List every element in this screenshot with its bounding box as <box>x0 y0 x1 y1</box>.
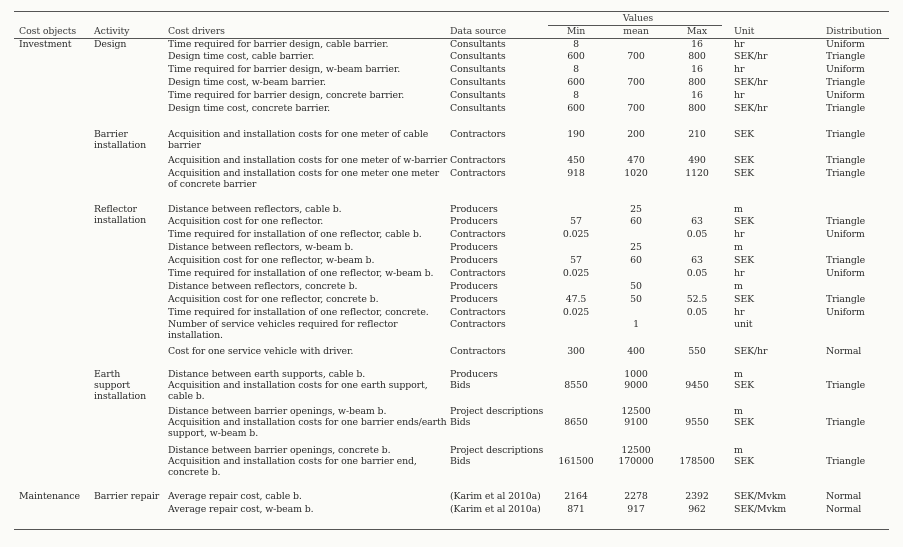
cell-cost-driver: Distance between reflectors, w-beam b. <box>168 242 354 253</box>
cell-min: 8 <box>573 90 579 101</box>
cell-cost-driver-line2: support, w-beam b. <box>168 428 259 439</box>
cell-activity: Barrier repair <box>94 491 160 502</box>
cell-max: 9550 <box>685 417 709 428</box>
cell-unit: SEK/Mvkm <box>734 504 787 515</box>
cell-data-source: Producers <box>450 204 498 215</box>
cell-max: 9450 <box>685 380 709 391</box>
cell-mean: 50 <box>630 281 642 292</box>
cell-data-source: Consultants <box>450 77 506 88</box>
cell-mean: 1 <box>633 319 639 330</box>
header-distribution: Distribution <box>826 26 882 37</box>
cell-max: 16 <box>691 39 703 50</box>
cell-mean: 25 <box>630 204 642 215</box>
cell-mean: 2278 <box>624 491 648 502</box>
cell-mean: 1000 <box>624 369 648 380</box>
cell-distribution: Triangle <box>826 155 866 166</box>
cell-max: 962 <box>688 504 706 515</box>
cell-max: 52.5 <box>686 294 708 305</box>
cell-cost-driver: Time required for installation of one reflector, cable b. <box>168 229 422 240</box>
cell-mean: 9100 <box>624 417 648 428</box>
cell-mean: 12500 <box>621 445 651 456</box>
cell-distribution: Uniform <box>826 39 865 50</box>
header-activity: Activity <box>94 26 130 37</box>
cell-min: 161500 <box>558 456 594 467</box>
cell-max: 0.05 <box>686 307 708 318</box>
cell-cost-driver: Number of service vehicles required for reflector <box>168 319 398 330</box>
cell-activity: Barrier <box>94 129 128 140</box>
cell-cost-driver: Acquisition and installation costs for one meter one meter <box>168 168 440 179</box>
cell-distribution: Normal <box>826 346 862 357</box>
cell-data-source: Producers <box>450 369 498 380</box>
cell-unit: unit <box>734 319 753 330</box>
cell-unit: SEK <box>734 155 754 166</box>
cell-max: 490 <box>688 155 706 166</box>
cell-distribution: Triangle <box>826 294 866 305</box>
cell-cost-driver: Time required for barrier design, w-beam barrier. <box>168 64 401 75</box>
cell-min: 8 <box>573 39 579 50</box>
cell-unit: SEK <box>734 216 754 227</box>
cell-data-source: Contractors <box>450 168 506 179</box>
cell-cost-driver: Acquisition and installation costs for one barrier ends/earth <box>168 417 447 428</box>
cell-unit: hr <box>734 307 745 318</box>
cell-cost-driver: Time required for barrier design, concrete barrier. <box>168 90 405 101</box>
cell-cost-object: Maintenance <box>19 491 80 502</box>
cell-data-source: Contractors <box>450 129 506 140</box>
cell-distribution: Normal <box>826 504 862 515</box>
cell-data-source: Contractors <box>450 155 506 166</box>
cell-min: 871 <box>567 504 585 515</box>
cell-data-source: Bids <box>450 380 471 391</box>
cell-mean: 25 <box>630 242 642 253</box>
cell-cost-driver: Time required for installation of one reflector, concrete. <box>168 307 429 318</box>
cell-mean: 200 <box>627 129 645 140</box>
cell-cost-driver: Design time cost, w-beam barrier. <box>168 77 326 88</box>
cell-data-source: Consultants <box>450 51 506 62</box>
cell-data-source: Contractors <box>450 346 506 357</box>
cell-distribution: Triangle <box>826 77 866 88</box>
cell-distribution: Uniform <box>826 307 865 318</box>
cell-cost-driver: Average repair cost, w-beam b. <box>168 504 314 515</box>
cell-data-source: Contractors <box>450 268 506 279</box>
header-mean: mean <box>623 26 649 37</box>
cell-data-source: Contractors <box>450 307 506 318</box>
bottom-rule <box>14 529 889 530</box>
cell-cost-driver: Cost for one service vehicle with driver. <box>168 346 354 357</box>
cell-mean: 470 <box>627 155 645 166</box>
cell-distribution: Uniform <box>826 268 865 279</box>
cell-min: 190 <box>567 129 585 140</box>
cell-distribution: Triangle <box>826 417 866 428</box>
cell-max: 800 <box>688 77 706 88</box>
header-data-source: Data source <box>450 26 507 37</box>
cell-min: 57 <box>570 216 582 227</box>
cell-unit: SEK/hr <box>734 77 768 88</box>
cell-cost-driver: Acquisition cost for one reflector. <box>168 216 324 227</box>
cell-unit: SEK/hr <box>734 103 768 114</box>
cell-distribution: Triangle <box>826 51 866 62</box>
cell-mean: 60 <box>630 255 642 266</box>
cell-unit: m <box>734 242 743 253</box>
cell-max: 1120 <box>685 168 709 179</box>
cell-cost-driver: Time required for barrier design, cable barrier. <box>168 39 389 50</box>
cell-max: 16 <box>691 90 703 101</box>
cell-unit: SEK <box>734 294 754 305</box>
cell-data-source: Producers <box>450 281 498 292</box>
cell-max: 178500 <box>679 456 715 467</box>
cell-unit: hr <box>734 39 745 50</box>
cell-data-source: Producers <box>450 216 498 227</box>
cell-min: 8650 <box>564 417 588 428</box>
cell-min: 47.5 <box>565 294 587 305</box>
header-cost-drivers: Cost drivers <box>168 26 225 37</box>
cell-activity: Reflector <box>94 204 137 215</box>
cell-max: 2392 <box>685 491 709 502</box>
cell-data-source: (Karim et al 2010a) <box>450 491 541 502</box>
cell-unit: SEK/hr <box>734 51 768 62</box>
cell-min: 8550 <box>564 380 588 391</box>
cell-min: 0.025 <box>562 268 590 279</box>
cell-unit: hr <box>734 229 745 240</box>
cell-cost-driver: Distance between reflectors, cable b. <box>168 204 342 215</box>
cell-max: 800 <box>688 51 706 62</box>
cell-data-source: (Karim et al 2010a) <box>450 504 541 515</box>
cell-min: 450 <box>567 155 585 166</box>
cell-cost-driver: Average repair cost, cable b. <box>168 491 302 502</box>
cell-activity-line2: installation <box>94 215 147 226</box>
cell-mean: 60 <box>630 216 642 227</box>
cell-data-source: Bids <box>450 456 471 467</box>
cell-data-source: Project descriptions <box>450 406 544 417</box>
cell-min: 600 <box>567 103 585 114</box>
cell-unit: m <box>734 204 743 215</box>
cell-mean: 50 <box>630 294 642 305</box>
cell-distribution: Triangle <box>826 129 866 140</box>
cell-max: 550 <box>688 346 706 357</box>
cell-data-source: Consultants <box>450 90 506 101</box>
cell-activity: Earth <box>94 369 121 380</box>
cell-data-source: Consultants <box>450 39 506 50</box>
cell-max: 0.05 <box>686 268 708 279</box>
cell-unit: hr <box>734 64 745 75</box>
cell-cost-driver-line2: concrete b. <box>168 467 221 478</box>
cell-unit: SEK <box>734 456 754 467</box>
cell-max: 210 <box>688 129 706 140</box>
header-max: Max <box>686 26 708 37</box>
cell-cost-driver: Design time cost, concrete barrier. <box>168 103 331 114</box>
cell-min: 0.025 <box>562 229 590 240</box>
cell-data-source: Consultants <box>450 64 506 75</box>
cell-distribution: Normal <box>826 491 862 502</box>
cell-cost-driver: Distance between earth supports, cable b. <box>168 369 366 380</box>
header-min: Min <box>566 26 586 37</box>
cell-mean: 700 <box>627 103 645 114</box>
cell-unit: hr <box>734 268 745 279</box>
cell-cost-driver: Acquisition cost for one reflector, w-beam b. <box>168 255 375 266</box>
cell-activity-line3: installation <box>94 391 147 402</box>
cell-unit: m <box>734 369 743 380</box>
cell-min: 0.025 <box>562 307 590 318</box>
cell-max: 16 <box>691 64 703 75</box>
cell-min: 300 <box>567 346 585 357</box>
cell-cost-driver: Distance between barrier openings, concrete b. <box>168 445 391 456</box>
cell-cost-driver: Distance between reflectors, concrete b. <box>168 281 358 292</box>
cell-min: 600 <box>567 77 585 88</box>
cell-unit: SEK/Mvkm <box>734 491 787 502</box>
cell-min: 8 <box>573 64 579 75</box>
cell-min: 2164 <box>564 491 588 502</box>
cell-activity-line2: installation <box>94 140 147 151</box>
cell-min: 57 <box>570 255 582 266</box>
cell-max: 63 <box>691 216 703 227</box>
cell-unit: hr <box>734 90 745 101</box>
cell-max: 800 <box>688 103 706 114</box>
cell-data-source: Contractors <box>450 229 506 240</box>
cell-unit: SEK/hr <box>734 346 768 357</box>
cell-unit: m <box>734 445 743 456</box>
cell-data-source: Producers <box>450 242 498 253</box>
cell-unit: SEK <box>734 168 754 179</box>
cell-cost-driver-line2: cable b. <box>168 391 205 402</box>
cell-distribution: Triangle <box>826 380 866 391</box>
cell-mean: 9000 <box>624 380 648 391</box>
cell-distribution: Triangle <box>826 456 866 467</box>
cell-cost-driver: Design time cost, cable barrier. <box>168 51 315 62</box>
cell-cost-driver-line2: installation. <box>168 330 223 341</box>
cell-mean: 917 <box>627 504 645 515</box>
cell-cost-driver-line2: barrier <box>168 140 201 151</box>
cell-cost-driver: Acquisition and installation costs for one earth support, <box>168 380 428 391</box>
cell-unit: SEK <box>734 380 754 391</box>
cell-data-source: Project descriptions <box>450 445 544 456</box>
cell-mean: 1020 <box>624 168 648 179</box>
cell-distribution: Triangle <box>826 103 866 114</box>
cell-distribution: Triangle <box>826 216 866 227</box>
cell-cost-driver: Acquisition and installation costs for one meter of w-barrier <box>168 155 448 166</box>
cell-cost-driver: Acquisition cost for one reflector, concrete b. <box>168 294 379 305</box>
cell-distribution: Uniform <box>826 64 865 75</box>
cell-cost-driver: Acquisition and installation costs for one barrier end, <box>168 456 417 467</box>
cell-distribution: Triangle <box>826 255 866 266</box>
cell-max: 63 <box>691 255 703 266</box>
cell-mean: 170000 <box>618 456 654 467</box>
values-group-header: Values <box>622 13 654 24</box>
cell-cost-driver: Distance between barrier openings, w-beam b. <box>168 406 387 417</box>
cell-activity: Design <box>94 39 127 50</box>
cell-unit: m <box>734 406 743 417</box>
header-unit: Unit <box>734 26 755 37</box>
cell-activity-line2: support <box>94 380 131 391</box>
top-rule <box>14 11 889 12</box>
cell-unit: SEK <box>734 255 754 266</box>
cell-data-source: Producers <box>450 294 498 305</box>
cell-distribution: Triangle <box>826 168 866 179</box>
cell-data-source: Consultants <box>450 103 506 114</box>
cell-distribution: Uniform <box>826 229 865 240</box>
cell-distribution: Uniform <box>826 90 865 101</box>
cell-cost-driver: Time required for installation of one reflector, w-beam b. <box>168 268 434 279</box>
cell-min: 918 <box>567 168 585 179</box>
cell-data-source: Producers <box>450 255 498 266</box>
cell-data-source: Bids <box>450 417 471 428</box>
cell-cost-driver: Acquisition and installation costs for one meter of cable <box>168 129 429 140</box>
cell-mean: 12500 <box>621 406 651 417</box>
cell-mean: 700 <box>627 51 645 62</box>
cell-unit: SEK <box>734 417 754 428</box>
cell-max: 0.05 <box>686 229 708 240</box>
cell-cost-object: Investment <box>19 39 72 50</box>
header-cost-objects: Cost objects <box>19 26 77 37</box>
cell-mean: 700 <box>627 77 645 88</box>
cell-unit: SEK <box>734 129 754 140</box>
cell-mean: 400 <box>627 346 645 357</box>
cell-cost-driver-line2: of concrete barrier <box>168 179 257 190</box>
cell-min: 600 <box>567 51 585 62</box>
cell-data-source: Contractors <box>450 319 506 330</box>
cell-unit: m <box>734 281 743 292</box>
